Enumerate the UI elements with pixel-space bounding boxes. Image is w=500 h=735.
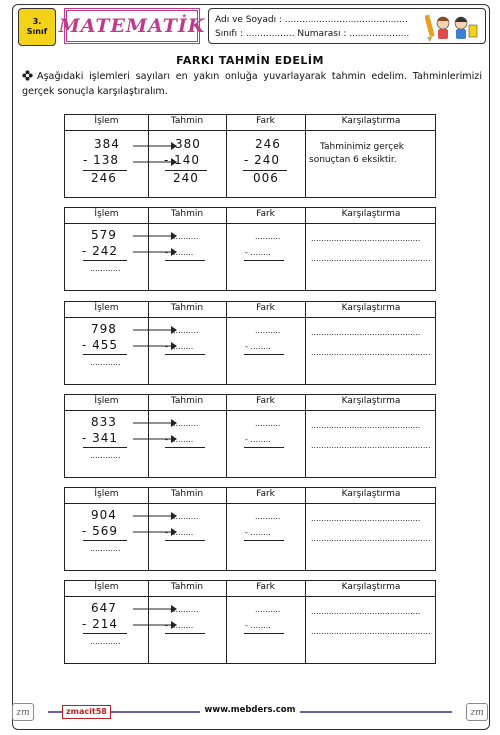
arrow-right-icon — [133, 142, 177, 150]
header-islem: İşlem — [94, 396, 119, 406]
exercise-subtrahend: - 569 — [82, 524, 119, 538]
kids-illustration-icon — [425, 11, 479, 43]
tahmin-underline — [165, 633, 205, 634]
tahmin-underline — [165, 260, 205, 261]
example-subtrahend: - 138 — [83, 153, 120, 167]
grade-number: 3. — [32, 17, 42, 26]
example-comparison-1: Tahminimiz gerçek — [320, 142, 405, 152]
exercise-subtrahend: - 242 — [82, 244, 119, 258]
exercise-result-blank[interactable]: ............ — [90, 637, 121, 646]
exercise-minuend: 647 — [91, 601, 117, 615]
instructions — [22, 69, 482, 99]
flower-bullet-icon — [22, 70, 33, 81]
instructions-text: Aşağıdaki işlemleri sayıları en yakın onluğa yuvarlayarak tahmin edelim. Tahminlerimizi gerçek sonuçla karşılaştıralım. — [22, 71, 482, 97]
example-est-result: 240 — [173, 171, 199, 185]
exercise-subtrahend: - 455 — [82, 338, 119, 352]
exercise-table-1 — [64, 207, 436, 291]
exercise-minuend: 904 — [91, 508, 117, 522]
footer-logo-left: zm — [12, 703, 34, 721]
header-islem: İşlem — [94, 489, 119, 499]
example-est-minuend: 380 — [175, 137, 201, 151]
comparison-blank-2[interactable]: ............................................... — [311, 441, 431, 450]
comparison-blank-2[interactable]: ............................................... — [311, 348, 431, 357]
tahmin-minuend-blank[interactable]: .......... — [173, 605, 199, 614]
exercise-minuend: 798 — [91, 322, 117, 336]
tahmin-minuend-blank[interactable]: .......... — [173, 419, 199, 428]
footer-logo-right: zm — [466, 703, 488, 721]
tahmin-subtrahend-blank[interactable]: - ......... — [165, 528, 194, 537]
arrow-right-icon — [133, 326, 177, 334]
comparison-blank-1[interactable]: ........................................... — [311, 234, 421, 243]
footer-website[interactable]: www.mebders.com — [200, 705, 299, 715]
header-karsilastirma: Karşılaştırma — [341, 116, 401, 126]
fark-minuend-blank[interactable]: .......... — [255, 232, 281, 241]
header-fark: Fark — [256, 209, 275, 219]
fark-underline — [244, 354, 284, 355]
footer — [12, 703, 488, 721]
comparison-blank-1[interactable]: ........................................... — [311, 607, 421, 616]
header-islem: İşlem — [94, 582, 119, 592]
header-islem: İşlem — [94, 303, 119, 313]
exercise-minuend: 833 — [91, 415, 117, 429]
fark-minuend-blank[interactable]: .......... — [255, 512, 281, 521]
example-minuend: 384 — [94, 137, 120, 151]
header-karsilastirma: Karşılaştırma — [341, 582, 401, 592]
exercise-table-4 — [64, 487, 436, 571]
fark-minuend-blank[interactable]: .......... — [255, 419, 281, 428]
fark-subtrahend-blank[interactable]: - ........ — [245, 342, 271, 351]
exercise-underline — [83, 540, 127, 541]
exercise-minuend: 579 — [91, 228, 117, 242]
fark-subtrahend-blank[interactable]: - ........ — [245, 621, 271, 630]
student-info-box — [208, 8, 486, 44]
fark-subtrahend-blank[interactable]: - ........ — [245, 435, 271, 444]
fark-subtrahend-blank[interactable]: - ........ — [245, 248, 271, 257]
fark-underline — [244, 633, 284, 634]
exercise-underline — [83, 447, 127, 448]
fark-minuend-blank[interactable]: .......... — [255, 605, 281, 614]
tahmin-subtrahend-blank[interactable]: - ......... — [165, 342, 194, 351]
comparison-blank-2[interactable]: ............................................... — [311, 534, 431, 543]
exercise-underline — [83, 633, 127, 634]
header-islem: İşlem — [94, 209, 119, 219]
header-tahmin: Tahmin — [170, 489, 204, 499]
example-est-subtrahend: - 140 — [164, 153, 201, 167]
section-title: FARKI TAHMİN EDELİM — [176, 54, 324, 67]
exercise-result-blank[interactable]: ............ — [90, 544, 121, 553]
arrow-right-icon — [133, 512, 177, 520]
comparison-blank-2[interactable]: ............................................... — [311, 254, 431, 263]
arrow-right-icon — [133, 605, 177, 613]
example-comparison-2: sonuçtan 6 eksiktir. — [309, 155, 397, 165]
exercise-result-blank[interactable]: ............ — [90, 451, 121, 460]
arrow-right-icon — [133, 232, 177, 240]
header-karsilastirma: Karşılaştırma — [341, 209, 401, 219]
tahmin-minuend-blank[interactable]: .......... — [173, 232, 199, 241]
exercise-result-blank[interactable]: ............ — [90, 264, 121, 273]
example-result: 246 — [91, 171, 117, 185]
header-fark: Fark — [256, 489, 275, 499]
exercise-table-3 — [64, 394, 436, 478]
header-tahmin: Tahmin — [170, 396, 204, 406]
tahmin-underline — [165, 354, 205, 355]
header-tahmin: Tahmin — [170, 303, 204, 313]
comparison-blank-2[interactable]: ............................................... — [311, 627, 431, 636]
example-fark-a: 246 — [255, 137, 281, 151]
example-table — [64, 114, 436, 198]
comparison-blank-1[interactable]: ........................................... — [311, 421, 421, 430]
header-karsilastirma: Karşılaştırma — [341, 396, 401, 406]
tahmin-subtrahend-blank[interactable]: - ......... — [165, 248, 194, 257]
tahmin-subtrahend-blank[interactable]: - ......... — [165, 621, 194, 630]
example-fark-b: - 240 — [244, 153, 281, 167]
subject-title: MATEMATİK — [64, 8, 200, 44]
exercise-table-5 — [64, 580, 436, 664]
header-tahmin: Tahmin — [170, 116, 204, 126]
header-islem: İşlem — [94, 116, 119, 126]
header-fark: Fark — [256, 582, 275, 592]
tahmin-underline — [165, 447, 205, 448]
exercise-table-2 — [64, 301, 436, 385]
header-karsilastirma: Karşılaştırma — [341, 489, 401, 499]
comparison-blank-1[interactable]: ........................................... — [311, 514, 421, 523]
footer-tag: zmacit58 — [62, 705, 111, 719]
grade-label: Sınıf — [26, 27, 48, 36]
grade-badge — [18, 8, 56, 46]
exercise-subtrahend: - 214 — [82, 617, 119, 631]
header-karsilastirma: Karşılaştırma — [341, 303, 401, 313]
header-fark: Fark — [256, 396, 275, 406]
class-line: Sınıfı : ................. Numarası : ..................... — [215, 29, 410, 39]
fark-subtrahend-blank[interactable]: - ........ — [245, 528, 271, 537]
exercise-result-blank[interactable]: ............ — [90, 358, 121, 367]
name-line: Adı ve Soyadı : ........................................... — [215, 15, 408, 25]
header-fark: Fark — [256, 116, 275, 126]
tahmin-underline — [165, 540, 205, 541]
tahmin-subtrahend-blank[interactable]: - ......... — [165, 435, 194, 444]
example-fark-result: 006 — [253, 171, 279, 185]
tahmin-minuend-blank[interactable]: .......... — [173, 512, 199, 521]
header-tahmin: Tahmin — [170, 582, 204, 592]
fark-minuend-blank[interactable]: .......... — [255, 326, 281, 335]
header-tahmin: Tahmin — [170, 209, 204, 219]
header-fark: Fark — [256, 303, 275, 313]
tahmin-minuend-blank[interactable]: .......... — [173, 326, 199, 335]
fark-underline — [244, 260, 284, 261]
exercise-subtrahend: - 341 — [82, 431, 119, 445]
comparison-blank-1[interactable]: ........................................... — [311, 328, 421, 337]
fark-underline — [244, 540, 284, 541]
fark-underline — [244, 447, 284, 448]
exercise-underline — [83, 354, 127, 355]
exercise-underline — [83, 260, 127, 261]
arrow-right-icon — [133, 419, 177, 427]
